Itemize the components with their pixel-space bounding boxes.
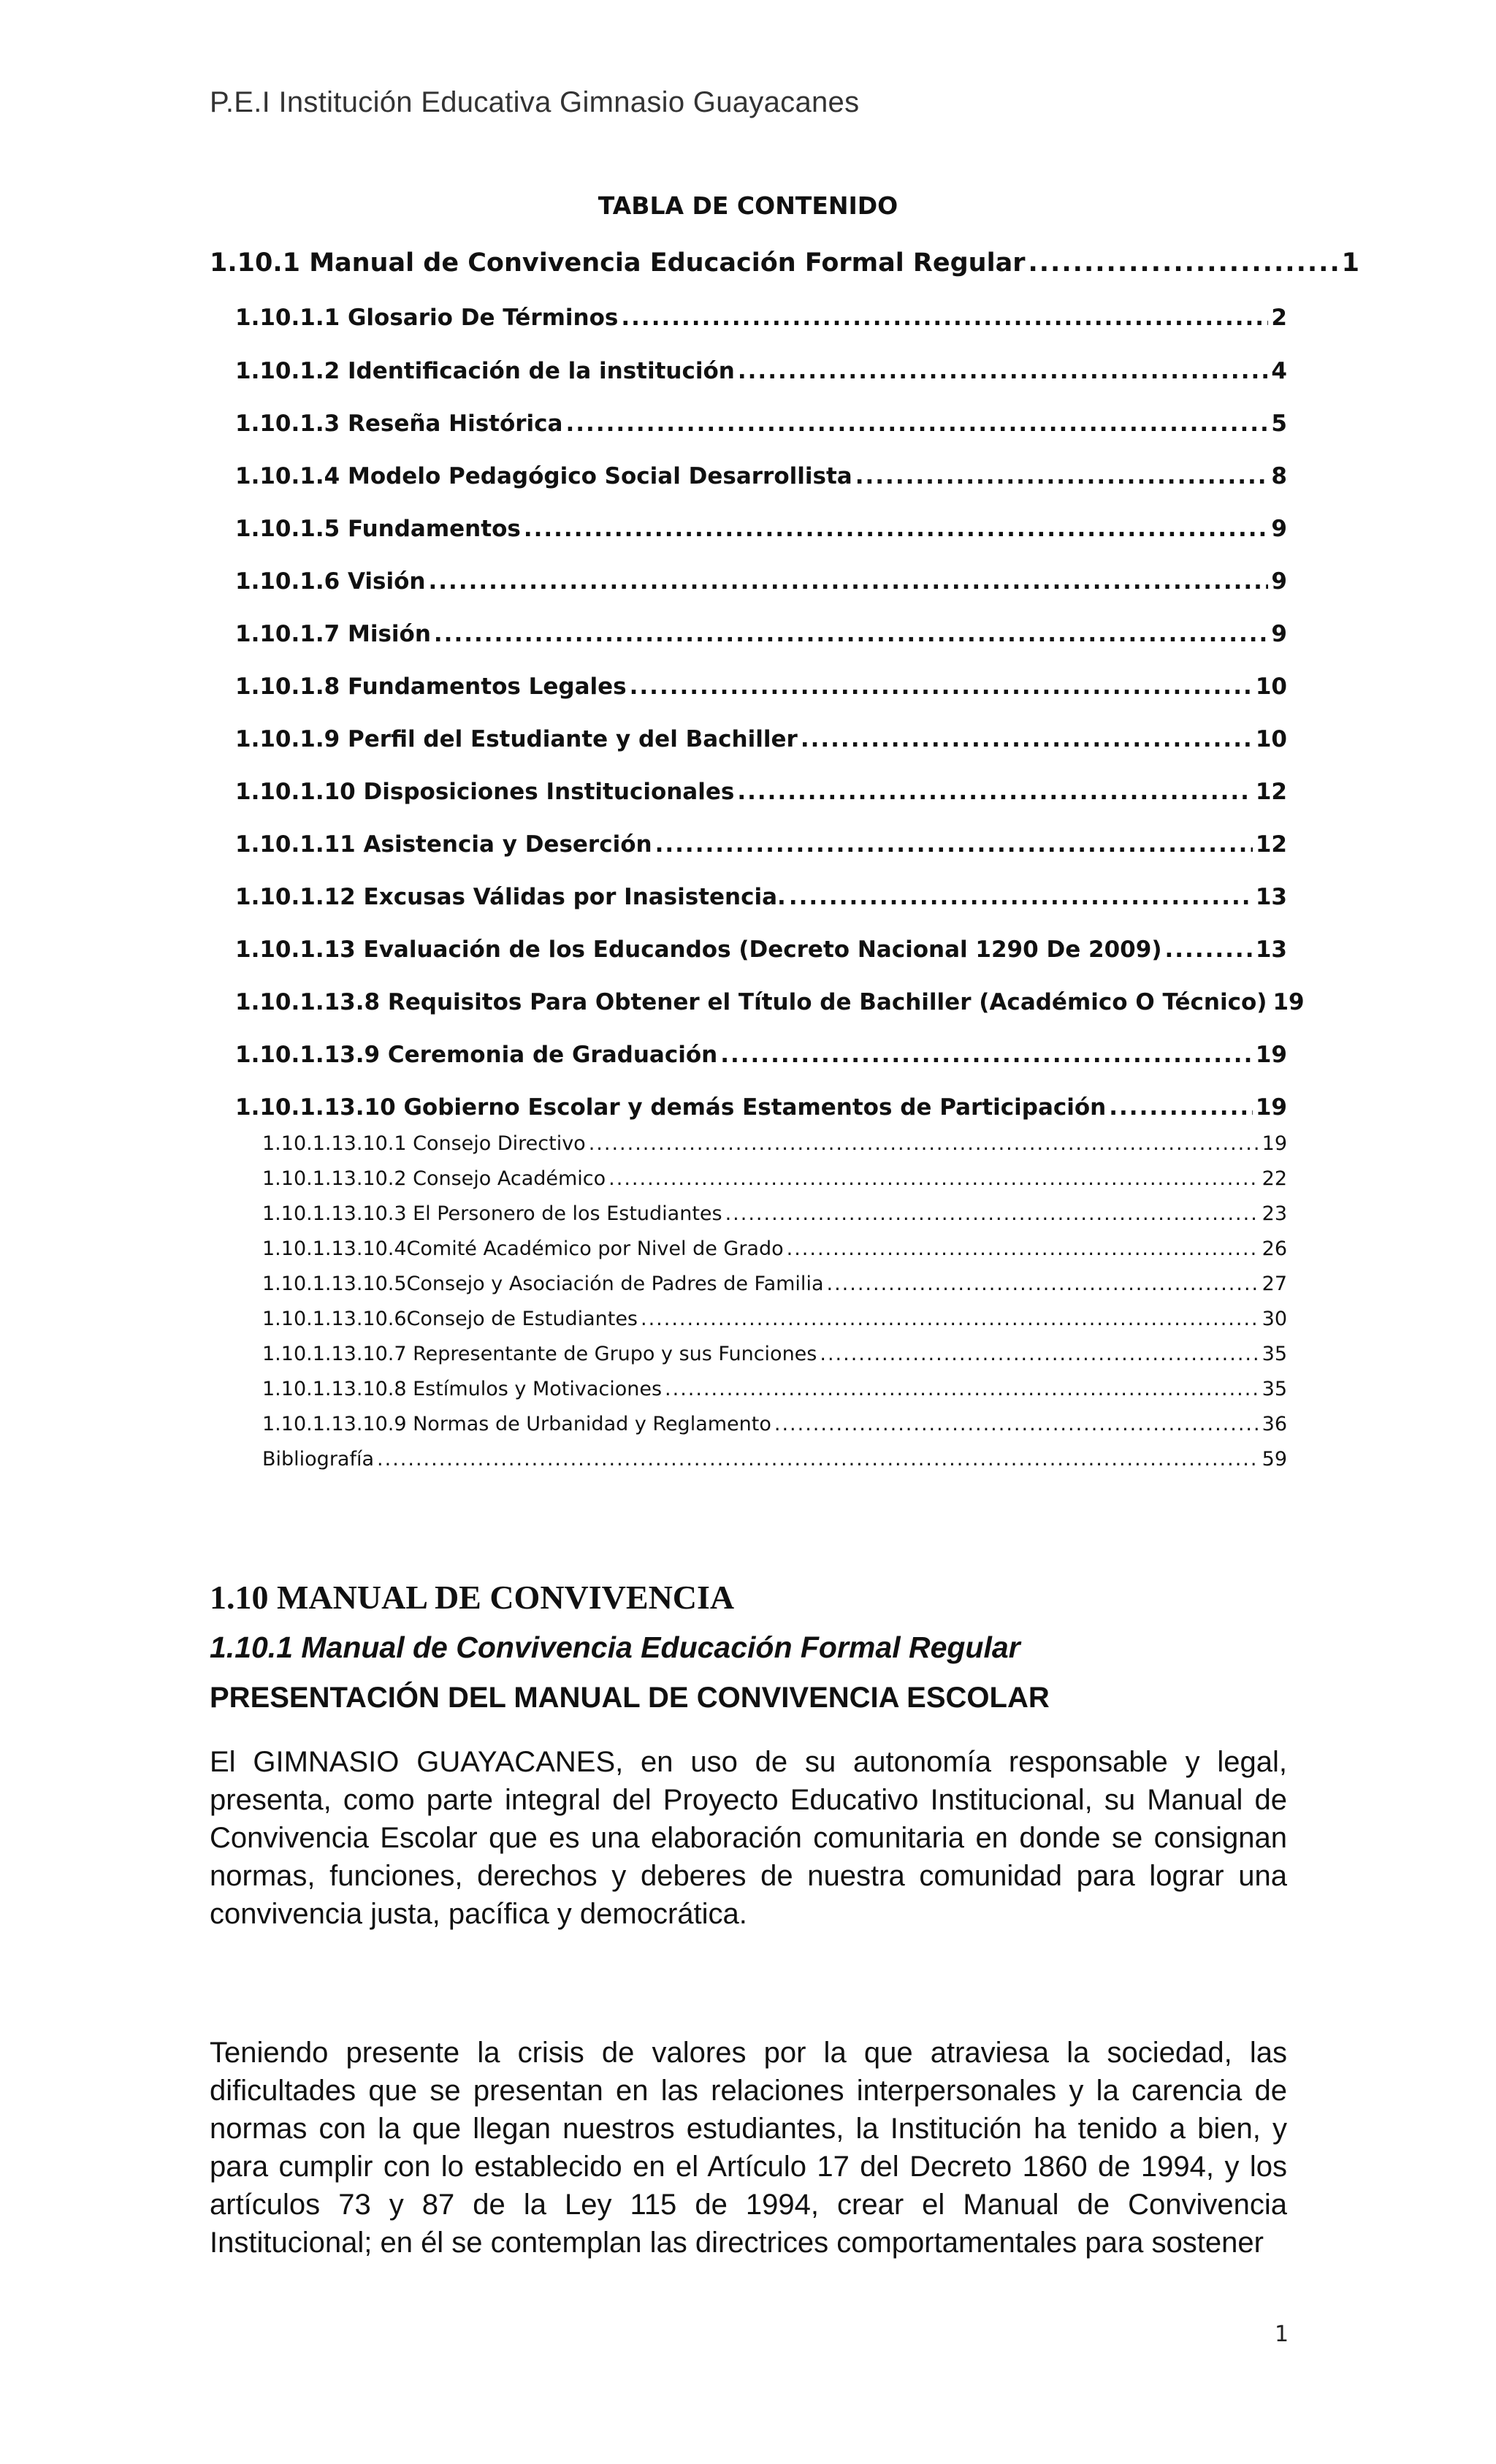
toc-entry-label: 1.10.1.13.8 Requisitos Para Obtener el Título de Bachiller (Académico O Técnico): [235, 989, 1267, 1015]
toc-leader-dots: [524, 516, 1269, 542]
toc-leader-dots: [655, 831, 1253, 858]
toc-entry[interactable]: [235, 411, 1287, 437]
toc-entry[interactable]: [235, 1094, 1287, 1121]
toc-entry[interactable]: [210, 248, 1359, 278]
toc-entry-label: 1.10.1.13.9 Ceremonia de Graduación: [235, 1042, 718, 1068]
toc-entry[interactable]: [235, 516, 1287, 542]
toc-entry[interactable]: [235, 621, 1287, 647]
toc-entry[interactable]: [235, 674, 1287, 700]
toc-entry-label: 1.10.1.13.10.3 El Personero de los Estudiantes: [262, 1202, 722, 1225]
toc-entry-label: 1.10.1.13.10.1 Consejo Directivo: [262, 1132, 586, 1155]
toc-leader-dots: [738, 358, 1269, 384]
toc-leader-dots: [737, 779, 1253, 805]
toc-entry-page: 26: [1262, 1237, 1287, 1260]
toc-entry-label: Bibliografía: [262, 1448, 375, 1471]
toc-entry-label: 1.10.1.13.10.7 Representante de Grupo y sus Funciones: [262, 1343, 817, 1365]
toc-entry-page: 59: [1262, 1448, 1287, 1471]
toc-entry-label: 1.10.1.3 Reseña Histórica: [235, 411, 563, 437]
toc-entry-label: 1.10.1.12 Excusas Válidas por Inasistencia.: [235, 884, 786, 910]
toc-entry-page: 10: [1255, 674, 1287, 700]
toc-entry[interactable]: [235, 358, 1287, 384]
toc-entry[interactable]: [235, 463, 1287, 489]
toc-leader-dots: [621, 305, 1268, 331]
toc-leader-dots: [787, 1237, 1259, 1260]
toc-leader-dots: [589, 1132, 1259, 1155]
toc-entry[interactable]: [235, 779, 1287, 805]
toc-entry-label: 1.10.1.6 Visión: [235, 568, 426, 595]
toc-leader-dots: [630, 674, 1253, 700]
toc-entry[interactable]: [262, 1343, 1287, 1365]
toc-leader-dots: [1109, 1094, 1253, 1121]
toc-entry[interactable]: [262, 1132, 1287, 1155]
toc-leader-dots: [1028, 248, 1338, 278]
toc-entry-label: 1.10.1.13.10 Gobierno Escolar y demás Estamentos de Participación: [235, 1094, 1107, 1121]
toc-entry-label: 1.10.1.13.10.4Comité Académico por Nivel de Grado: [262, 1237, 784, 1260]
toc-leader-dots: [608, 1167, 1259, 1190]
toc-entry[interactable]: [262, 1413, 1287, 1435]
toc-entry[interactable]: [262, 1237, 1287, 1260]
toc-entry-label: 1.10.1.7 Misión: [235, 621, 431, 647]
toc-leader-dots: [377, 1448, 1259, 1471]
toc-leader-dots: [725, 1202, 1259, 1225]
toc-entry-page: 35: [1262, 1343, 1287, 1365]
body-paragraph: Teniendo presente la crisis de valores por la que atraviesa la sociedad, las dificultades que se presentan en las relaciones interpersonales y la carencia de normas con la que llegan nuestros estudiantes, la Institución ha tenido a bien, y para cumplir con lo establecido en el Artículo 17 del Decreto 1860 de 1994, y los artículos 73 y 87 de la Ley 115 de 1994, crear el Manual de Convivencia Institucional; en él se contemplan las directrices comportamentales para sostener: [210, 2037, 1287, 2259]
toc-entry-page: 19: [1272, 989, 1305, 1015]
toc-entry-page: 9: [1271, 516, 1287, 542]
toc-entry[interactable]: [262, 1167, 1287, 1190]
subsection-heading: 1.10.1 Manual de Convivencia Educación Formal Regular: [210, 1630, 1020, 1664]
toc-leader-dots: [801, 726, 1253, 752]
toc-entry-label: 1.10.1.11 Asistencia y Deserción: [235, 831, 652, 858]
toc-entry-page: 19: [1255, 1094, 1287, 1121]
toc-entry-label: 1.10.1.13 Evaluación de los Educandos (Decreto Nacional 1290 De 2009): [235, 937, 1162, 963]
toc-entry-page: 35: [1262, 1378, 1287, 1400]
toc-entry-label: 1.10.1.10 Disposiciones Institucionales: [235, 779, 735, 805]
toc-entry-page: 12: [1255, 831, 1287, 858]
toc-entry-label: 1.10.1.13.10.8 Estímulos y Motivaciones: [262, 1378, 663, 1400]
toc-entry[interactable]: [262, 1273, 1287, 1295]
toc-entry[interactable]: [262, 1448, 1287, 1471]
page-number: 1: [1275, 2322, 1289, 2347]
running-header: P.E.I Institución Educativa Gimnasio Guayacanes: [210, 86, 860, 118]
toc-entry[interactable]: [235, 989, 1305, 1015]
toc-entry-page: 30: [1262, 1308, 1287, 1330]
toc-leader-dots: [641, 1308, 1259, 1330]
toc-title: TABLA DE CONTENIDO: [598, 191, 898, 220]
toc-leader-dots: [434, 621, 1269, 647]
toc-entry-label: 1.10.1.13.10.5Consejo y Asociación de Padres de Familia: [262, 1273, 824, 1295]
toc-entry-label: 1.10.1.8 Fundamentos Legales: [235, 674, 627, 700]
toc-entry-label: 1.10.1.13.10.6Consejo de Estudiantes: [262, 1308, 638, 1330]
toc-entry[interactable]: [235, 568, 1287, 595]
presentation-heading: PRESENTACIÓN DEL MANUAL DE CONVIVENCIA ESCOLAR: [210, 1682, 1050, 1714]
toc-entry[interactable]: [235, 1042, 1287, 1068]
toc-leader-dots: [827, 1273, 1259, 1295]
section-heading: 1.10 MANUAL DE CONVIVENCIA: [210, 1579, 735, 1616]
toc-entry-page: 9: [1271, 621, 1287, 647]
toc-entry-page: 1: [1341, 248, 1359, 278]
toc-entry-page: 2: [1271, 305, 1287, 331]
toc-entry-page: 10: [1255, 726, 1287, 752]
toc-leader-dots: [429, 568, 1269, 595]
toc-entry-page: 27: [1262, 1273, 1287, 1295]
toc-entry-page: 8: [1271, 463, 1287, 489]
toc-entry-page: 23: [1262, 1202, 1287, 1225]
toc-entry-page: 19: [1255, 1042, 1287, 1068]
toc-leader-dots: [565, 411, 1268, 437]
toc-entry-page: 9: [1271, 568, 1287, 595]
toc-entry[interactable]: [262, 1378, 1287, 1400]
toc-entry[interactable]: [262, 1308, 1287, 1330]
toc-leader-dots: [1165, 937, 1253, 963]
toc-entry[interactable]: [235, 726, 1287, 752]
body-paragraph: El GIMNASIO GUAYACANES, en uso de su autonomía responsable y legal, presenta, como parte integral del Proyecto Educativo Institucional, su Manual de Convivencia Escolar que es una elaboración comunitaria en donde se consignan normas, funciones, derechos y deberes de nuestra comunidad para lograr una convivencia justa, pacífica y democrática.: [210, 1746, 1287, 1930]
toc-entry-label: 1.10.1.13.10.9 Normas de Urbanidad y Reglamento: [262, 1413, 771, 1435]
toc-leader-dots: [820, 1343, 1259, 1365]
toc-entry-page: 5: [1271, 411, 1287, 437]
toc-entry-label: 1.10.1.13.10.2 Consejo Académico: [262, 1167, 606, 1190]
toc-entry-page: 12: [1255, 779, 1287, 805]
toc-entry-page: 36: [1262, 1413, 1287, 1435]
toc-entry-page: 13: [1255, 884, 1287, 910]
toc-entry[interactable]: [235, 831, 1287, 858]
toc-entry[interactable]: [235, 305, 1287, 331]
toc-entry-page: 13: [1255, 937, 1287, 963]
toc-entry-label: 1.10.1.2 Identificación de la institución: [235, 358, 735, 384]
toc-entry-page: 4: [1271, 358, 1287, 384]
toc-leader-dots: [665, 1378, 1259, 1400]
toc-leader-dots: [774, 1413, 1259, 1435]
toc-entry-label: 1.10.1.5 Fundamentos: [235, 516, 521, 542]
toc-entry-page: 22: [1262, 1167, 1287, 1190]
toc-leader-dots: [855, 463, 1269, 489]
toc-entry[interactable]: [235, 884, 1287, 910]
toc-entry-page: 19: [1262, 1132, 1287, 1155]
toc-leader-dots: [720, 1042, 1253, 1068]
toc-leader-dots: [789, 884, 1253, 910]
toc-entry-label: 1.10.1.1 Glosario De Términos: [235, 305, 619, 331]
toc-entry[interactable]: [235, 937, 1287, 963]
toc-entry-label: 1.10.1 Manual de Convivencia Educación Formal Regular: [210, 248, 1026, 278]
toc-entry-label: 1.10.1.4 Modelo Pedagógico Social Desarrollista: [235, 463, 852, 489]
toc-entry-label: 1.10.1.9 Perfil del Estudiante y del Bachiller: [235, 726, 798, 752]
toc-entry[interactable]: [262, 1202, 1287, 1225]
